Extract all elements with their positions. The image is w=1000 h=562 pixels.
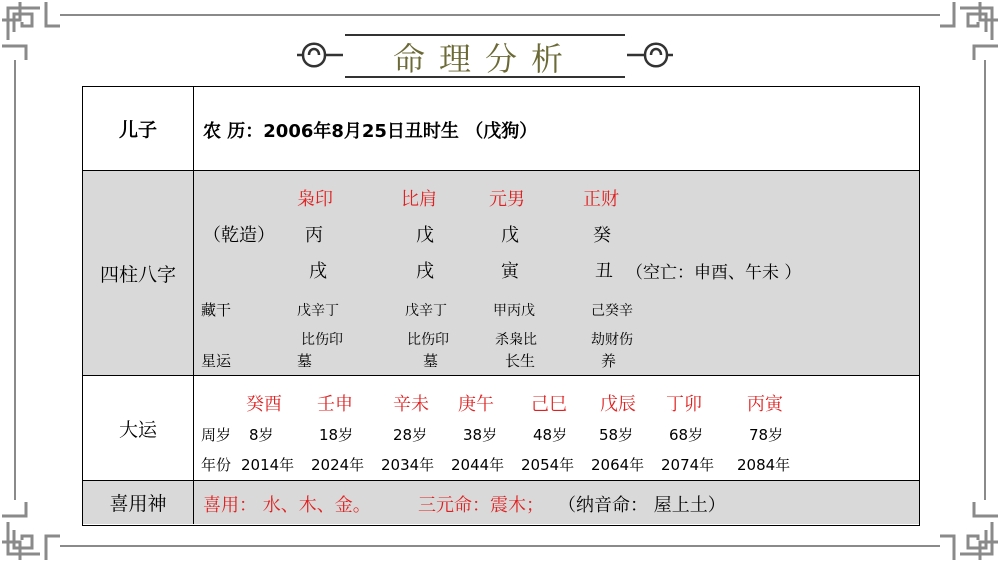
corner-ornament-bottom-left <box>0 500 62 562</box>
year-1: 2014年 <box>241 456 295 474</box>
dayun-ganzhi-8: 丙寅 <box>747 394 783 415</box>
dayun-ganzhi-5: 己巳 <box>531 394 567 415</box>
analysis-table <box>82 86 920 526</box>
row-bazi-label: 四柱八字 <box>83 171 194 375</box>
xingyun-4: 养 <box>601 352 617 370</box>
age-5: 48岁 <box>533 426 568 444</box>
canggan-shishen-4: 劫财伤 <box>591 332 633 348</box>
canggan-shishen-3: 杀枭比 <box>495 332 537 348</box>
row-dayun <box>83 376 919 481</box>
year-5: 2054年 <box>521 456 575 474</box>
year-4: 2044年 <box>451 456 505 474</box>
canggan-label: 藏干 <box>201 301 232 319</box>
xingyun-1: 墓 <box>297 352 313 370</box>
dayun-ganzhi-4: 庚午 <box>458 394 494 415</box>
canggan-1: 戊辛丁 <box>297 303 339 319</box>
dizhi-1: 戌 <box>309 261 327 282</box>
year-2: 2024年 <box>311 456 365 474</box>
canggan-4: 己癸辛 <box>591 303 633 319</box>
kongwang: （空亡：申酉、午未 ） <box>626 263 802 283</box>
row-dayun-label: 大运 <box>83 376 194 480</box>
age-2: 18岁 <box>319 426 354 444</box>
sanyuan-value: 三元命：震木； <box>418 495 544 516</box>
title-right-scroll-ornament <box>625 32 675 78</box>
nayin-value: （纳音命： 屋上土） <box>558 495 726 516</box>
xingyun-label: 星运 <box>201 352 232 370</box>
page-title: 命理分析 <box>392 40 577 78</box>
row-xiyong-label: 喜用神 <box>83 481 194 524</box>
frame-left-line <box>14 60 16 500</box>
age-label: 周岁 <box>201 426 232 444</box>
dayun-ganzhi-2: 壬申 <box>317 394 353 415</box>
tiangan-1: 丙 <box>305 225 323 246</box>
dayun-ganzhi-1: 癸酉 <box>246 394 282 415</box>
year-8: 2084年 <box>737 456 791 474</box>
row-xiyong <box>83 481 919 524</box>
frame-right-line <box>984 60 986 500</box>
canggan-3: 甲丙戊 <box>493 303 535 319</box>
canggan-2: 戊辛丁 <box>405 303 447 319</box>
age-7: 68岁 <box>669 426 704 444</box>
tiangan-4: 癸 <box>593 225 611 246</box>
dayun-ganzhi-7: 丁卯 <box>666 394 702 415</box>
year-7: 2074年 <box>661 456 715 474</box>
dayun-ganzhi-3: 辛未 <box>393 394 429 415</box>
corner-ornament-top-left <box>0 0 62 62</box>
age-1: 8岁 <box>249 426 274 444</box>
xingyun-3: 长生 <box>505 352 536 370</box>
age-3: 28岁 <box>393 426 428 444</box>
age-6: 58岁 <box>599 426 634 444</box>
xingyun-2: 墓 <box>423 352 439 370</box>
age-8: 78岁 <box>749 426 784 444</box>
corner-ornament-bottom-right <box>938 500 1000 562</box>
year-6: 2064年 <box>591 456 645 474</box>
year-3: 2034年 <box>381 456 435 474</box>
frame-bottom-line <box>60 545 940 547</box>
age-4: 38岁 <box>463 426 498 444</box>
canggan-shishen-1: 比伤印 <box>301 332 343 348</box>
row-bazi <box>83 171 919 376</box>
canggan-shishen-2: 比伤印 <box>407 332 449 348</box>
dizhi-3: 寅 <box>501 261 519 282</box>
corner-ornament-top-right <box>938 0 1000 62</box>
tiangan-3: 戊 <box>501 225 519 246</box>
xiyong-value: 喜用： 水、木、金。 <box>203 495 371 516</box>
row-son-label: 儿子 <box>83 87 194 170</box>
shishen-4: 正财 <box>583 189 619 210</box>
frame-top-line <box>60 14 940 16</box>
shishen-3: 元男 <box>489 189 525 210</box>
shishen-1: 枭印 <box>297 189 333 210</box>
dizhi-4: 丑 <box>595 261 613 282</box>
dizhi-2: 戌 <box>416 261 434 282</box>
title-banner <box>295 24 675 86</box>
dayun-ganzhi-6: 戊辰 <box>600 394 636 415</box>
row-son <box>83 87 919 171</box>
qianzao-label: （乾造） <box>203 225 275 246</box>
birth-info: 农 历：2006年8月25日丑时生 （戊狗） <box>203 121 538 142</box>
tiangan-2: 戊 <box>416 225 434 246</box>
year-label: 年份 <box>201 456 232 474</box>
shishen-2: 比肩 <box>401 189 437 210</box>
